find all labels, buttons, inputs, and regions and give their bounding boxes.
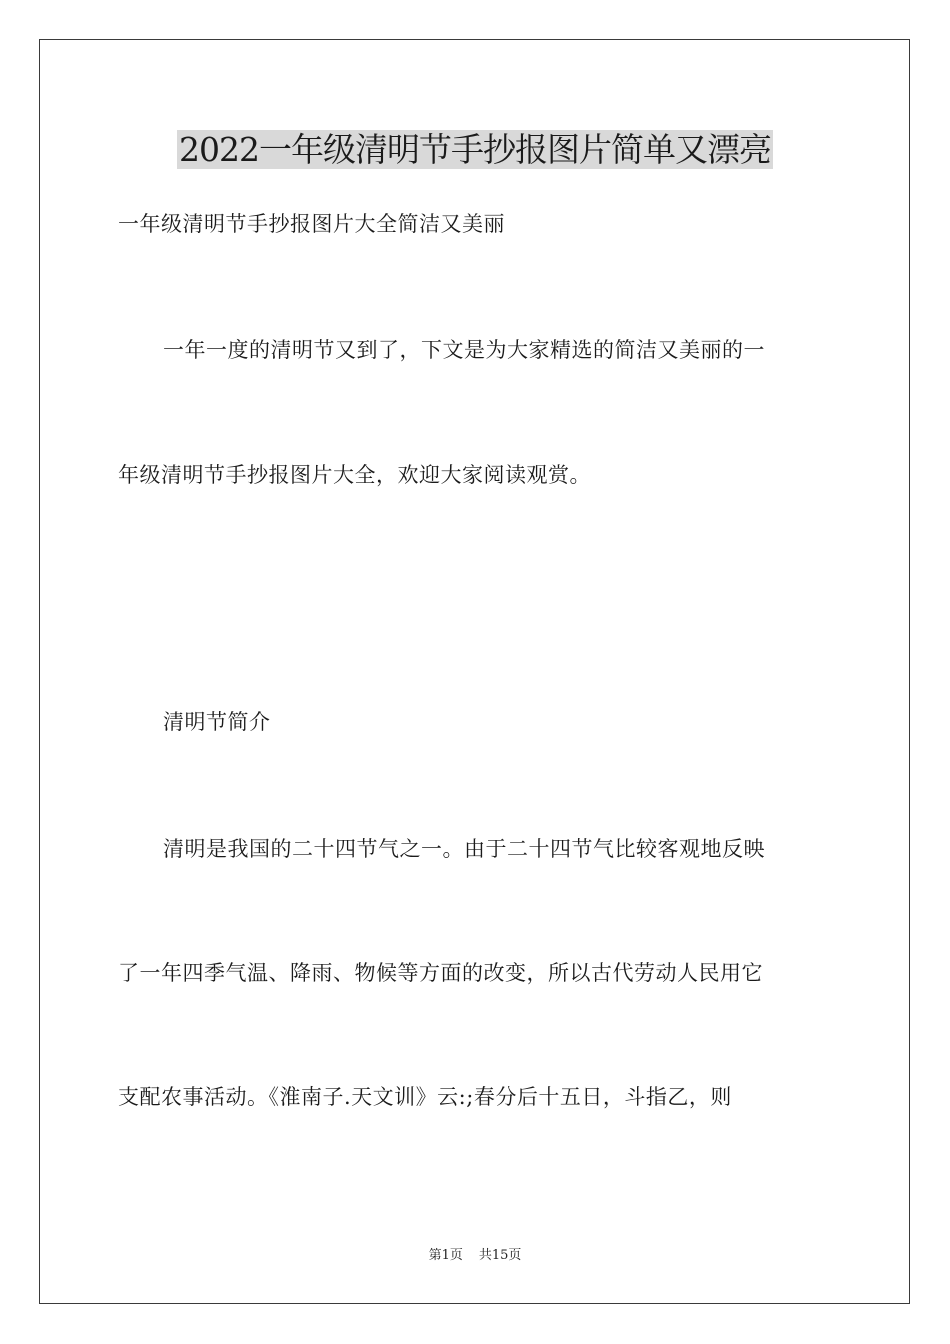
- paragraph-line: 一年一度的清明节又到了，下文是为大家精选的简洁又美丽的一: [163, 338, 765, 362]
- paragraph-line: 年级清明节手抄报图片大全，欢迎大家阅读观赏。: [118, 463, 591, 487]
- page-total: 共15页: [478, 1248, 522, 1263]
- section-heading: 清明节简介: [163, 710, 271, 734]
- document-subtitle: 一年级清明节手抄报图片大全简洁又美丽: [118, 212, 505, 236]
- paragraph-line: 支配农事活动。《淮南子.天文训》云:;春分后十五日，斗指乙，则: [118, 1085, 732, 1109]
- page-footer: [0, 1247, 950, 1265]
- paragraph-line: 了一年四季气温、降雨、物候等方面的改变，所以古代劳动人民用它: [118, 961, 763, 985]
- document-title-text: 2022一年级清明节手抄报图片简单又漂亮: [179, 130, 771, 169]
- document-title: [0, 128, 950, 172]
- page-number: 第1页: [428, 1248, 463, 1263]
- paragraph-line: 清明是我国的二十四节气之一。由于二十四节气比较客观地反映: [163, 837, 765, 861]
